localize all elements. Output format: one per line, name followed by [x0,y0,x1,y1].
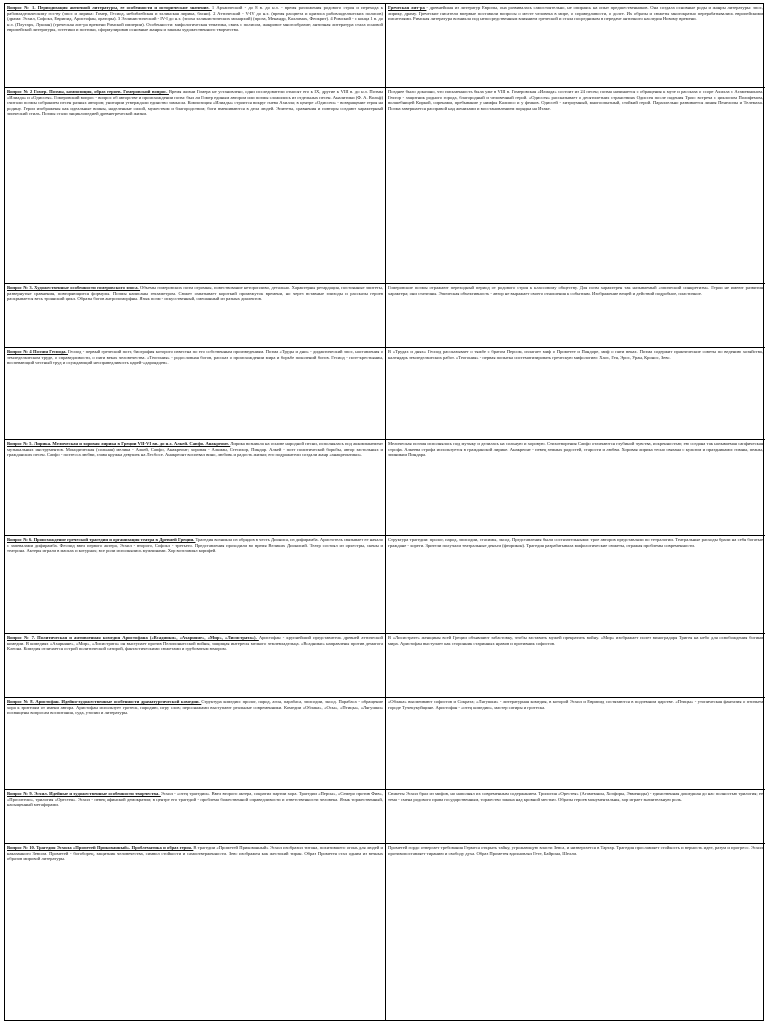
left-section-5 [5,440,385,536]
section-text: - древнейшая из литератур Европы, она развивалась самостоятельно, не опираясь на опыт предшественников. Она создала основные роды и жанры литературы: эпос, лирику, драму. Греческие писатели впервые поставили вопросы о месте человека в мире, о справедливости, о долге. Их образы и сюжеты многократно перерабатывались европейскими писателями. Римская литература возникла под непосредственным влиянием греческой и стала посредником в передаче античного наследия Новому времени. [388,5,763,21]
section-text: Лирика возникла на основе народной песни, исполнялась под аккомпанемент музыкальных инструментов. Монодическая (сольная) мелика - Алкей, Сапфо, Анакреонт; хоровая - Алкман, Стесихор, Пиндар. Алкей - поэт политической борьбы, автор застольных и гражданских песен. Сапфо - поэтесса любви, глава кружка девушек на Лесбосе. Анакреонт воспевал вино, любовь и радость жизни; его подражатели создали жанр «анакреонтики». [7,441,383,457]
left-section-10 [5,844,385,910]
section-text: В трагедии «Прометей Прикованный» Эсхил изобразил титана, похитившего огонь для людей и наказанного Зевсом. Прометей - богоборец, защитник человечества, символ стойкости и самоотверженности. Зевс изображен как жестокий тиран. Образ Прометея стал одним из вечных образов мировой литературы. [7,845,383,861]
section-text: В «Трудах и днях» Гесиод рассказывает о тяжбе с братом Персом, излагает миф о Прометее и Пандоре, миф о пяти веках. Поэма содержит практические советы по ведению хозяйства, календарь земледельческих работ. «Теогония» - первая попытка систематизировать греческую мифологию: Хаос, Гея, Эрос, Уран, Кронос, Зевс. [388,349,763,360]
section-text: 1 Архаический - до 8 в. до н.э. - время разложения родового строя и перехода к рабовладельческому гос-ву (эпос и лирика: Гомер, Гесиод, небиблейская и эллинская лирика, басни). 2 Аттический - V-IV до н.э. (время расцвета и кризиса рабовладельческих полисов) (драма: Эсхил, Софокл, Еврипид, Аристофан, ораторы). 3 Эллинистический - IV-I до н.э. (эпоха эллинистических монархий) (проза, Менандр, Каллимах, Феокрит). 4 Римский - с конца 1 в. до н.э. (Плутарх, Лукиан) (греческая лит-ра времени Римской империи). Особенности: мифологическая тематика, связь с полисом, жанровое многообразие; античная литература стала основой европейской литературы, эстетики и поэтики, сформулировав основные жанры и законы художественного творчества. [7,5,383,32]
right-section-7 [386,634,765,698]
left-section-6 [5,536,385,634]
question-heading: Вопрос № 9. Эсхил. Идейные и художественные особенности творчества. [7,791,161,796]
question-heading: Вопрос № 5. Лирика. Мелическая и хоровая лирика в Греции VII-VI вв. до н.э. Алкей. Сапфо. Анакреонт. [7,441,231,446]
right-section-2 [386,88,765,284]
section-text: Структура комедии: пролог, парод, агон, парабаса, эписодии, эксод. Парабаса - обращение хора к зрителям от имени автора. Аристофан использует гротеск, пародию, игру слов; персонажами выступают реальные современники. Комедии «Облака», «Осы», «Птицы», «Лягушки» посвящены вопросам воспитания, суда, утопии и литературы. [7,699,383,715]
question-heading: Вопрос № 4 Поэзия Гесиода. [7,349,68,354]
right-section-8 [386,698,765,790]
section-text: Объемы гомеровских поэм огромны, повествование неторопливо, детально. Характерны ретардация, постоянные эпитеты, развернутые сравнения, повторяющиеся формулы. Поэмы написаны гекзаметром. Сюжет охватывает короткий промежуток времени, но через вставные эпизоды и рассказы героев раскрывается весь троянский цикл. Образы богов антропоморфны. Язык поэм - искусственный, смешанный из разных диалектов. [7,285,383,301]
section-text: «Облака» высмеивают софистов и Сократа; «Лягушки» - литературная комедия, в которой Эсхил и Еврипид состязаются в подземном царстве. «Птицы» - утопическая фантазия о птичьем городе Тучекукуйщине. Аристофан - «отец комедии», мастер сатиры и гротеска. [388,699,763,710]
left-section-1 [5,4,385,88]
question-heading: Вопрос № 7. Политическая и антивоенная комедия Аристофана («Всадники», «Ахарняне», «Мир», «Лисистрата»). [7,635,259,640]
right-section-3 [386,284,765,348]
question-heading: Греческая лит-ра [388,5,427,10]
right-section-10 [386,844,765,910]
right-section-5 [386,440,765,536]
section-text: Время жизни Гомера не установлено, одни исследователи относят его к IX, другие к VIII в. до н.э. Поэмы «Илиада» и «Одиссея». Гомеровский вопрос - вопрос об авторстве и происхождении поэм: был ли Гомер единым автором или поэмы сложились из отдельных песен. Аналитики (Ф. А. Вольф) считали поэмы собранием песен разных авторов; унитарии утверждали единство замысла. Композиция «Илиады» строится вокруг гнева Ахилла; в центре «Одиссеи» - возвращение героя на родину. Герои изображены как идеальные воины, наделенные силой, мужеством и благородством; боги вмешиваются в дела людей. Эпитеты, сравнения и повторы создают характерный эпический стиль. Поэмы стали энциклопедией древнегреческой жизни. [7,89,384,116]
right-column [386,4,765,1020]
section-text: Аристофан - крупнейший представитель древней аттической комедии. В комедиях «Ахарняне», «Мир», «Лисистрата» он выступает против Пелопоннесской войны, защищая интересы мелкого землевладельца. «Всадники» направлены против демагога Клеона. Комедия отличается острой политической сатирой, фантастическими сюжетами и грубоватым юмором. [7,635,383,651]
section-text: Структура трагедии: пролог, парод, эписодии, стасимы, эксод. Представления были состязательными: трое авторов представляли по тетралогии. Театральные расходы брали на себя богатые граждане - хореги. Зрители получали театральные деньги (феорикон). Трагедия разрабатывала мифологические сюжеты, отражая проблемы современности. [388,537,763,548]
right-section-6 [386,536,765,634]
left-section-7 [5,634,385,698]
section-text: Эсхил - «отец трагедии». Ввел второго актера, сократил партии хора. Трагедии «Персы», «Семеро против Фив», «Просители», трилогия «Орестея». Эсхил - певец афинской демократии; в центре его трагедий - проблема божественной справедливости и ответственности человека. Язык торжественный, насыщенный метафорами. [7,791,383,807]
right-section-1 [386,4,765,88]
crib-sheet [4,3,764,1021]
question-heading: Вопрос № 10. Трагедия Эсхила «Прометей Прикованный». Проблематика и образ героя. [7,845,194,850]
left-column [5,4,386,1020]
section-text: Мелическая поэзия исполнялась под музыку и делилась на сольную и хоровую. Стихотворения Сапфо отличаются глубиной чувства, искренностью; ею создана так называемая сапфическая строфа. Алкеева строфа используется в гражданской лирике. Анакреонт - певец земных радостей, старости и любви. Хоровая лирика тесно связана с культом и праздниками: гимны, пеаны, эпиникии Пиндара. [388,441,763,457]
question-heading: Вопрос № 3. Художественные особенности гомеровского эпоса. [7,285,141,290]
section-text: Позднее было доказано, что письменность была уже в VIII в. Гомеровская «Илиада» состоит из 24 песен; поэма начинается с обращения к музе и рассказа о ссоре Ахилла с Агамемноном. Гектор - защитник родного города, благородный и человечный герой. «Одиссея» рассказывает о десятилетних странствиях Одиссея после падения Трои: встреча с циклопом Полифемом, волшебницей Киркой, сиренами, пребывание у нимфы Калипсо и у феаков. Одиссей - хитроумный, многоопытный, стойкий герой. Параллельно развивается линия Пенелопы и Телемаха. Поэма завершается расправой над женихами и восстановлением порядка на Итаке. [388,89,763,111]
section-text: Прометей гордо отвергает требования Гермеса открыть тайну, угрожающую власти Зевса, и низвергается в Тартар. Трагедия прославляет стойкость и верность идее, разум и прогресс. Эсхил противопоставляет тиранию и свободу духа. Образ Прометея вдохновлял Гете, Байрона, Шелли. [388,845,763,856]
question-heading: Вопрос № 8. Аристофан. Идейно-художественные особенности драматургической комедии. [7,699,202,704]
right-section-4 [386,348,765,440]
left-section-3 [5,284,385,348]
section-text: В «Лисистрате» женщины всей Греции объявляют забастовку, чтобы заставить мужей прекратить войну. «Мир» изображает полет виноградаря Тригея на небо для освобождения богини мира. Аристофан выступает как сторонник старинных нравов и противник софистов. [388,635,763,646]
section-text: Трагедия возникла из обрядов в честь Диониса, из дифирамба. Аристотель связывает ее начало с запевалами дифирамба. Феспид ввел первого актера, Эсхил - второго, Софокл - третьего. Представления проходили во время Великих Дионисий. Театр состоял из орхестры, скены и театрона. Актеры играли в масках и котурнах; все роли исполнялись мужчинами. Хор возглавлял корифей. [7,537,383,553]
left-section-4 [5,348,385,440]
question-heading: Вопрос № 6. Происхождение греческой трагедии и организация театра в Древней Греции. [7,537,196,542]
left-section-9 [5,790,385,844]
section-text: Гесиод - первый греческий поэт, биография которого известна по его собственным произведениям. Поэма «Труды и дни» - дидактический эпос, наставления о земледельческом труде, о справедливости, о пяти веках человечества. «Теогония» - родословная богов, рассказ о происхождении мира и борьбе поколений богов. Гесиод - поэт-крестьянин, воспевающий честный труд и осуждающий несправедливость царей-«дароядцев». [7,349,383,365]
section-text: Сюжеты Эсхил брал из мифов, но наполнял их современным содержанием. Трилогия «Орестея» (Агамемнон, Хоэфоры, Эвмениды) - единственная дошедшая до нас полностью трилогия; ее тема - смена родового права государственным, торжество закона над кровной местью. Образы героев монументальны, хор играет значительную роль. [388,791,763,802]
question-heading: Вопрос № 1. Периодизация античной литературы, ее особенности и исторические значение. [7,5,212,10]
question-heading: Вопрос № 2 Гомер. Поэмы, композиция, образ героев. Гомеровский вопрос. [7,89,169,94]
right-section-9 [386,790,765,844]
left-section-2 [5,88,385,284]
left-section-8 [5,698,385,790]
section-text: Гомеровские поэмы отражают переходный период от родового строя к классовому обществу. Для поэм характерен так называемый «эпический синкретизм». Герои не имеют развития характера; они статичны. Эпическая объективность - автор не выражает своего отношения к событиям. Изображение вещей и действий подробное, пластичное. [388,285,763,296]
